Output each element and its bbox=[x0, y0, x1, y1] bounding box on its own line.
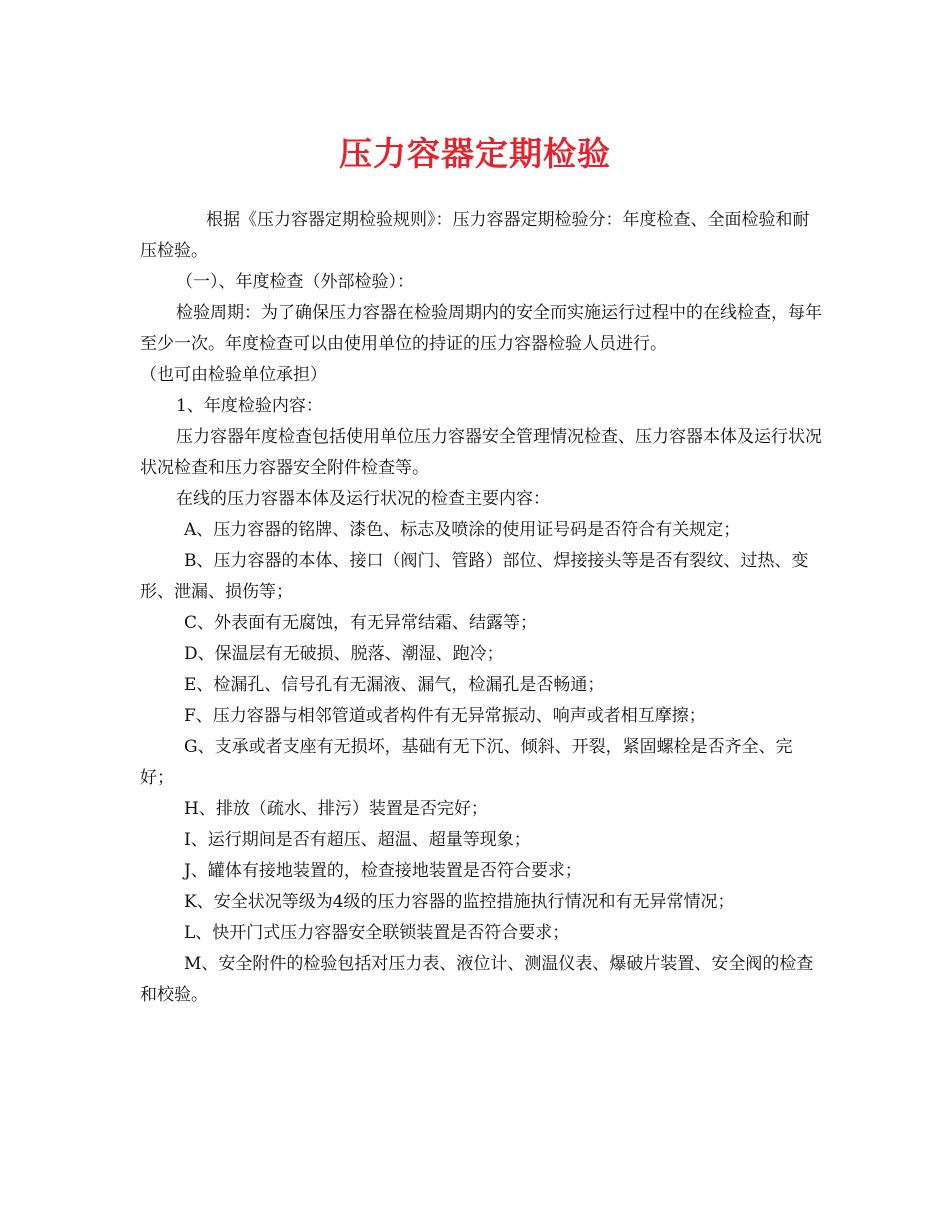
list-item-m: M、安全附件的检验包括对压力表、液位计、测温仪表、爆破片装置、安全阀的检查和校验。 bbox=[140, 954, 814, 1005]
list-item-f: F、压力容器与相邻管道或者构件有无异常振动、响声或者相互摩擦； bbox=[184, 706, 706, 726]
paragraph-inspection-cycle: 检验周期：为了确保压力容器在检验周期内的安全而实施运行过程中的在线检查，每年至少一次。年度检查可以由使用单位的持证的压力容器检验人员进行。 bbox=[140, 303, 822, 354]
paragraph-note: （也可由检验单位承担） bbox=[140, 365, 327, 385]
list-item-e: E、检漏孔、信号孔有无漏液、漏气，检漏孔是否畅通； bbox=[184, 675, 605, 695]
paragraph-intro: 根据《压力容器定期检验规则》：压力容器定期检验分：年度检查、全面检验和耐压检验。 bbox=[140, 210, 810, 261]
list-item-h: H、排放（疏水、排污）装置是否完好； bbox=[184, 799, 488, 819]
section-heading-annual-check: （一）、年度检查（外部检验）： bbox=[176, 272, 414, 292]
paragraph-online-check-intro: 在线的压力容器本体及运行状况的检查主要内容： bbox=[176, 489, 550, 509]
subsection-heading-content: 1、年度检验内容： bbox=[176, 396, 323, 416]
list-item-a: A、压力容器的铭牌、漆色、标志及喷涂的使用证号码是否符合有关规定； bbox=[184, 520, 741, 540]
list-item-b: B、压力容器的本体、接口（阀门、管路）部位、焊接接头等是否有裂纹、过热、变形、泄漏、损伤等； bbox=[140, 551, 809, 602]
list-item-d: D、保温层有无破损、脱落、潮湿、跑冷； bbox=[184, 644, 504, 664]
list-item-g: G、支承或者支座有无损坏，基础有无下沉、倾斜、开裂，紧固螺栓是否齐全、完好； bbox=[140, 737, 793, 788]
paragraph-annual-content: 压力容器年度检查包括使用单位压力容器安全管理情况检查、压力容器本体及运行状况状况检查和压力容器安全附件检查等。 bbox=[140, 427, 822, 478]
list-item-i: I、运行期间是否有超压、超温、超量等现象； bbox=[184, 830, 531, 850]
list-item-j: J、罐体有接地装置的，检查接地装置是否符合要求； bbox=[184, 861, 582, 881]
document-body bbox=[140, 205, 825, 1011]
list-item-k: K、安全状况等级为4级的压力容器的监控措施执行情况和有无异常情况； bbox=[184, 892, 735, 912]
list-item-l: L、快开门式压力容器安全联锁装置是否符合要求； bbox=[184, 923, 570, 943]
list-item-c: C、外表面有无腐蚀，有无异常结霜、结露等； bbox=[184, 613, 538, 633]
document-title: 压力容器定期检验 bbox=[339, 134, 611, 173]
